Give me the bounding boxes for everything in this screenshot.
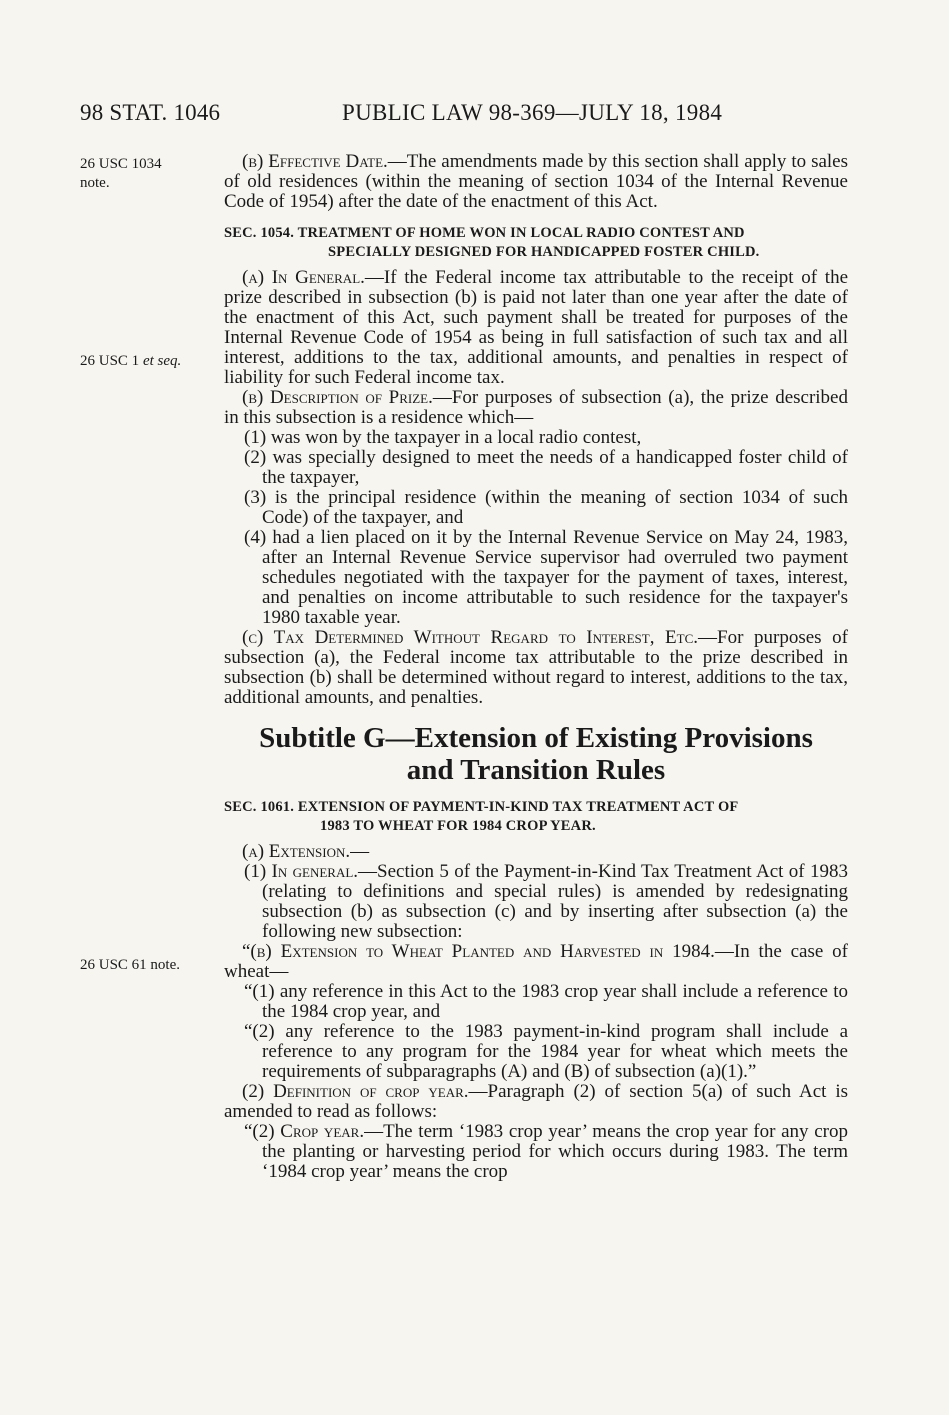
margin-note-usc-1034 (80, 155, 220, 193)
paragraph-heading: (b) Description of Prize. (242, 387, 433, 408)
paragraph-heading: (b) Effective Date. (242, 151, 388, 172)
paragraph-text: —For purposes of subsection (a), the Federal income tax attributable to the prize described in subsection (b) shall be determined without regard to interest, additions to the tax, additional amounts, and penalties. (224, 627, 848, 708)
paragraph-heading: (2) Definition of crop year. (242, 1081, 469, 1102)
subtitle-line: and Transition Rules (406, 754, 666, 786)
paragraph-heading: (a) Extension. (242, 841, 351, 862)
sec1054-b1-item: (1) was won by the taxpayer in a local radio contest, (244, 427, 642, 448)
quoted-item-1: “(1) any reference in this Act to the 1983 crop year shall include a reference to the 1984 crop year, and (244, 981, 848, 1022)
public-law-title: PUBLIC LAW 98-369—JULY 18, 1984 (342, 100, 723, 125)
sec1054-b-paragraph (224, 388, 848, 428)
paragraph-heading: (1) In general. (244, 861, 359, 882)
paragraph-text: —In the case of wheat— (224, 941, 849, 982)
statute-page-number: 98 STAT. 1046 (80, 100, 221, 125)
section-heading-line: SPECIALLY DESIGNED FOR HANDICAPPED FOSTER CHILD. (328, 244, 760, 260)
section-heading-line: SEC. 1061. EXTENSION OF PAYMENT-IN-KIND TAX TREATMENT ACT OF (224, 799, 739, 815)
sec1054-a-paragraph (224, 268, 848, 388)
margin-note-prefix: 26 USC 1 (80, 353, 143, 369)
margin-note-usc-61: 26 USC 61 note. (80, 957, 181, 973)
margin-note-italic: et seq. (142, 353, 182, 369)
quoted-crop-year-definition (224, 1122, 848, 1182)
paragraph-text: —The term ‘1983 crop year’ means the crop year for any crop the planting or harvesting period for which occurs during 1983. The term ‘1984 crop year’ means the crop (262, 1121, 849, 1182)
sec1061-a2-paragraph (224, 1082, 848, 1122)
main-text-column (224, 152, 848, 1182)
paragraph-heading: (c) Tax Determined Without Regard to Interest, Etc. (242, 627, 699, 648)
paragraph-heading: (a) In General. (242, 267, 365, 288)
sec1061-a-paragraph (224, 842, 848, 862)
effective-date-paragraph (224, 152, 848, 212)
paragraph-text: — (350, 841, 370, 862)
margin-note-line: 26 USC 1034 (80, 156, 162, 172)
paragraph-heading: “(2) Crop year. (244, 1121, 365, 1142)
sec1054-b2-item: (2) was specially designed to meet the needs of a handicapped foster child of the taxpayer, (244, 447, 848, 488)
quoted-item-2: “(2) any reference to the 1983 payment-in-kind program shall include a reference to any program for the 1984 year for wheat which meets the requirements of subparagraphs (A) and (B) of subsection (a)(1).” (244, 1021, 848, 1082)
sec1054-b3-item: (3) is the principal residence (within the meaning of section 1034 of such Code) of the taxpayer, and (244, 487, 848, 528)
margin-note-usc-1 (80, 352, 220, 371)
paragraph-text: —The amendments made by this section shall apply to sales of old residences (within the meaning of section 1034 of the Internal Revenue Code of 1954) after the date of the enactment of this Act. (224, 151, 848, 212)
paragraph-text: —If the Federal income tax attributable to the receipt of the prize described in subsection (b) is paid not later than one year after the date of the enactment of this Act, such payment shall be treated for purposes of the Internal Revenue Code of 1954 as being in full satisfaction of such tax and all interest, additions to the tax, additional amounts, and penalties in respect of liability for such Federal income tax. (224, 267, 849, 388)
sec1054-c-paragraph (224, 628, 848, 708)
sec1061-a1-paragraph (224, 862, 848, 942)
section-1054-heading (224, 224, 848, 262)
margin-note-line: note. (80, 175, 110, 191)
quoted-subsection-b (224, 942, 848, 982)
subtitle-g-heading (224, 722, 848, 786)
section-1061-heading (224, 798, 848, 836)
paragraph-text: —Paragraph (2) of section 5(a) of such Act is amended to read as follows: (224, 1081, 848, 1122)
paragraph-text: —Section 5 of the Payment-in-Kind Tax Treatment Act of 1983 (relating to definitions and special rules) is amended by redesignating subsection (b) as subsection (c) and by inserting after subsection (a) the following new subsection: (262, 861, 848, 942)
paragraph-heading: “(b) Extension to Wheat Planted and Harvested in 1984. (242, 941, 715, 962)
subtitle-line: Subtitle G—Extension of Existing Provisions (259, 722, 813, 754)
sec1054-b4-item: (4) had a lien placed on it by the Internal Revenue Service on May 24, 1983, after an Internal Revenue Service supervisor had overruled two payment schedules negotiated with the taxpayer for the payment of taxes, interest, and penalties on income attributable to such residence for the taxpayer's 1980 taxable year. (244, 527, 848, 628)
section-heading-line: 1983 TO WHEAT FOR 1984 CROP YEAR. (320, 818, 596, 834)
section-heading-line: SEC. 1054. TREATMENT OF HOME WON IN LOCAL RADIO CONTEST AND (224, 225, 745, 241)
paragraph-text: —For purposes of subsection (a), the prize described in this subsection is a residence which— (224, 387, 848, 428)
page-header (0, 100, 949, 140)
